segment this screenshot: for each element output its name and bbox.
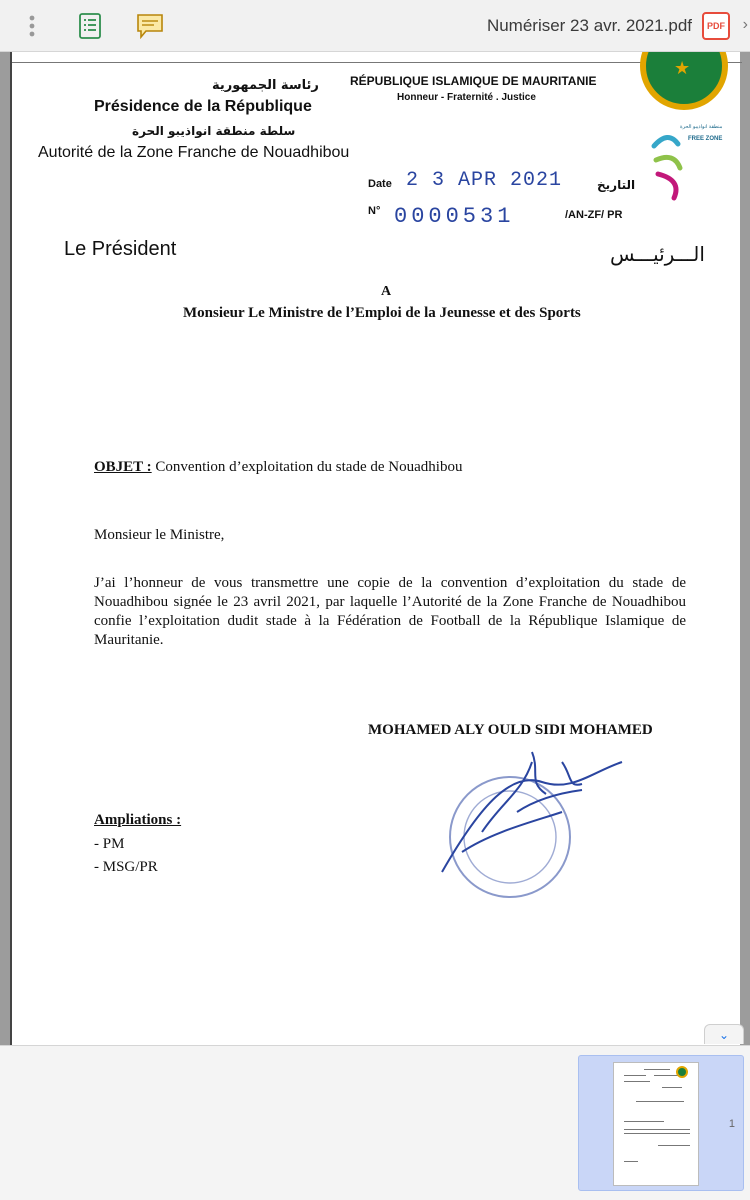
top-toolbar [0, 0, 750, 52]
page-divider [12, 62, 742, 63]
document-viewer[interactable] [0, 52, 750, 1045]
salutation: Monsieur le Ministre, [94, 527, 225, 543]
presidency-french: Présidence de la République [94, 98, 312, 115]
sender-title-arabic: الـــرئيـــس [610, 242, 705, 266]
signature-stamp-icon [422, 742, 642, 932]
ampliations-label: Ampliations : [94, 812, 182, 828]
number-stamp: 0000531 [394, 204, 515, 229]
free-zone-logo-icon [644, 122, 734, 202]
thumbnail-image [613, 1062, 699, 1186]
list-icon[interactable] [74, 10, 106, 42]
zone-french: Autorité de la Zone Franche de Nouadhibou [38, 144, 350, 161]
ampliation-item: - MSG/PR [94, 859, 158, 875]
page-number: 1 [728, 1118, 735, 1130]
zone-arabic: سلطة منطقة انواذيبو الحرة [132, 124, 296, 138]
thumbnail-page-1[interactable] [578, 1055, 744, 1191]
date-stamp: 2 3 APR 2021 [406, 169, 563, 192]
number-label: N° [368, 205, 381, 217]
recipient-a: A [381, 284, 392, 299]
letter-body: J’ai l’honneur de vous transmettre une copie de la convention d’exploitation du stade de Nouadhibou signée le 23 avril 2021, par laquelle l’Autorité de la Zone Franche de Nouadhibou confie l’exploitation dudit stade à la Fédération de Football de la République Islamique de Mauritanie. [94, 575, 686, 648]
thumbnail-strip [0, 1045, 750, 1200]
national-motto: Honneur - Fraternité . Justice [397, 92, 536, 103]
national-emblem-icon: ★ [634, 52, 734, 116]
presidency-arabic: رئاسة الجمهورية [212, 78, 319, 93]
chevron-down-icon[interactable]: ⌄ [704, 1024, 744, 1044]
object-label: OBJET : [94, 459, 152, 475]
pdf-page [10, 52, 740, 1045]
document-title: Numériser 23 avr. 2021.pdf [486, 16, 692, 35]
date-label-arabic: التاريخ [597, 178, 636, 192]
free-zone-logo-text: FREE ZONE [688, 136, 723, 142]
comment-icon[interactable] [134, 10, 166, 42]
sender-title: Le Président [64, 238, 177, 260]
recipient-addressee: Monsieur Le Ministre de l’Emploi de la Jeunesse et des Sports [183, 305, 581, 321]
free-zone-logo-arabic: منطقة انواذيبو الحرة [680, 124, 723, 130]
chevron-right-icon[interactable]: › [742, 16, 748, 33]
date-label: Date [368, 178, 392, 190]
letter-object [94, 459, 462, 476]
object-text: Convention d’exploitation du stade de Nouadhibou [151, 459, 463, 475]
reference-code: /AN-ZF/ PR [565, 209, 623, 221]
ampliation-item: - PM [94, 836, 125, 852]
signer-name: MOHAMED ALY OULD SIDI MOHAMED [368, 722, 653, 738]
more-vert-icon[interactable] [16, 10, 48, 42]
pdf-icon[interactable]: PDF [702, 12, 730, 40]
republic-name: RÉPUBLIQUE ISLAMIQUE DE MAURITANIE [350, 74, 597, 88]
